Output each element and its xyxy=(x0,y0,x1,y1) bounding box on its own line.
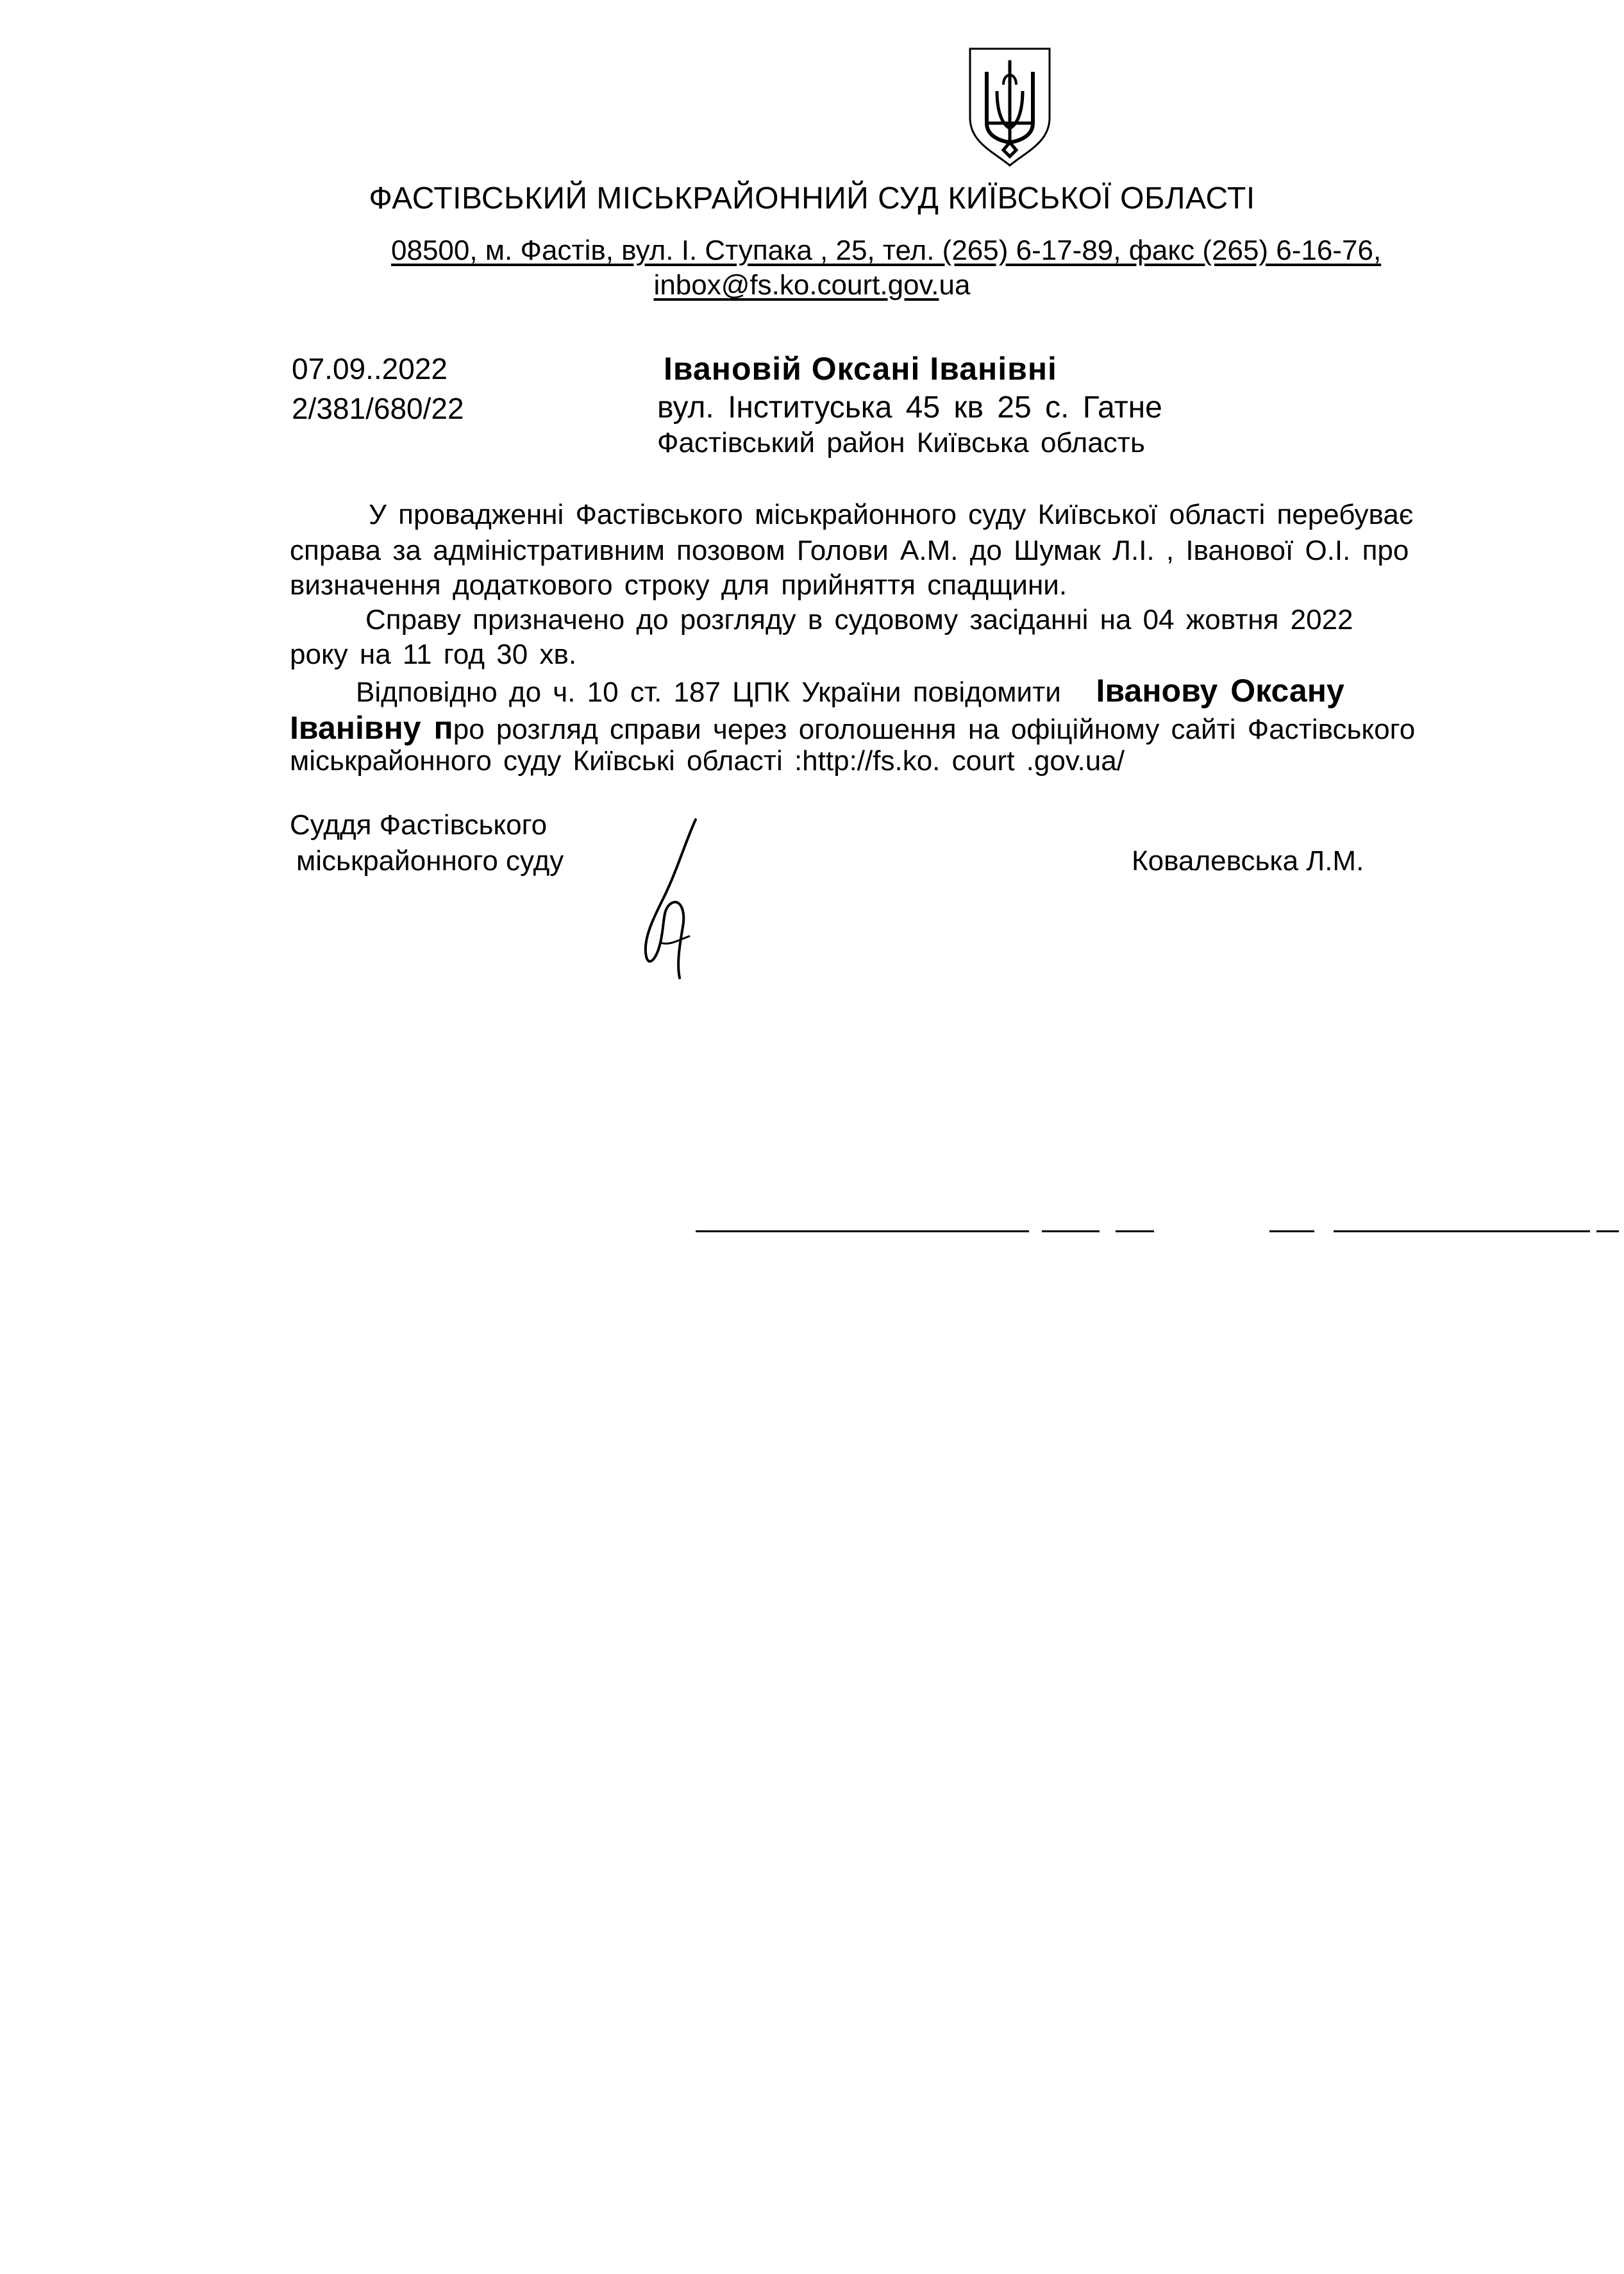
body-line: року на 11 год 30 хв. xyxy=(290,639,577,670)
court-email: inbox@fs.ko.court.gov. xyxy=(653,269,939,301)
handwritten-signature-icon xyxy=(625,814,721,981)
body-line: визначення додаткового строку для прийняття спадщини. xyxy=(290,569,1067,601)
body-line: У провадженні Фастівського міськрайонного суду Київської області перебуває xyxy=(369,499,1414,530)
body-bold-name: Іванівну п xyxy=(290,710,453,746)
body-line xyxy=(356,672,1344,709)
body-line: міськрайонного суду Київські області :http://fs.ko. court .gov.ua/ xyxy=(290,745,1125,777)
body-text: ро розгляд справи через оголошення на офіційному сайті Фастівського xyxy=(453,714,1416,745)
trident-icon xyxy=(965,46,1055,168)
judge-name: Ковалевська Л.М. xyxy=(1132,845,1364,877)
footer-divider xyxy=(696,1230,1619,1233)
judge-title-line2: міськрайонного суду xyxy=(296,845,564,877)
body-text: Відповідно до ч. 10 ст. 187 ЦПК України повідомити xyxy=(356,677,1061,708)
body-line: Справу призначено до розгляду в судовому засіданні на 04 жовтня 2022 xyxy=(365,604,1353,636)
body-bold-name: Іванову Оксану xyxy=(1096,673,1344,709)
document-date: 07.09..2022 xyxy=(292,352,448,385)
recipient-name: Івановій Оксані Іванівні xyxy=(664,351,1057,387)
court-name: ФАСТІВСЬКИЙ МІСЬКРАЙОННИЙ СУД КИЇВСЬКОЇ ОБЛАСТІ xyxy=(369,181,1255,215)
court-email-line xyxy=(0,269,1624,301)
case-number: 2/381/680/22 xyxy=(292,392,464,425)
court-address: 08500, м. Фастів, вул. І. Ступака , 25, тел. (265) 6-17-89, факс (265) 6-16-76, xyxy=(391,235,1382,266)
judge-title-line1: Суддя Фастівського xyxy=(290,809,548,841)
body-line: справа за адміністративним позовом Голови А.М. до Шумак Л.І. , Іванової О.І. про xyxy=(290,535,1409,566)
court-email-suffix: ua xyxy=(939,269,971,301)
recipient-district: Фастівський район Київська область xyxy=(657,427,1145,459)
recipient-street: вул. Інституська 45 кв 25 с. Гатне xyxy=(657,391,1162,425)
body-line xyxy=(290,709,1415,746)
